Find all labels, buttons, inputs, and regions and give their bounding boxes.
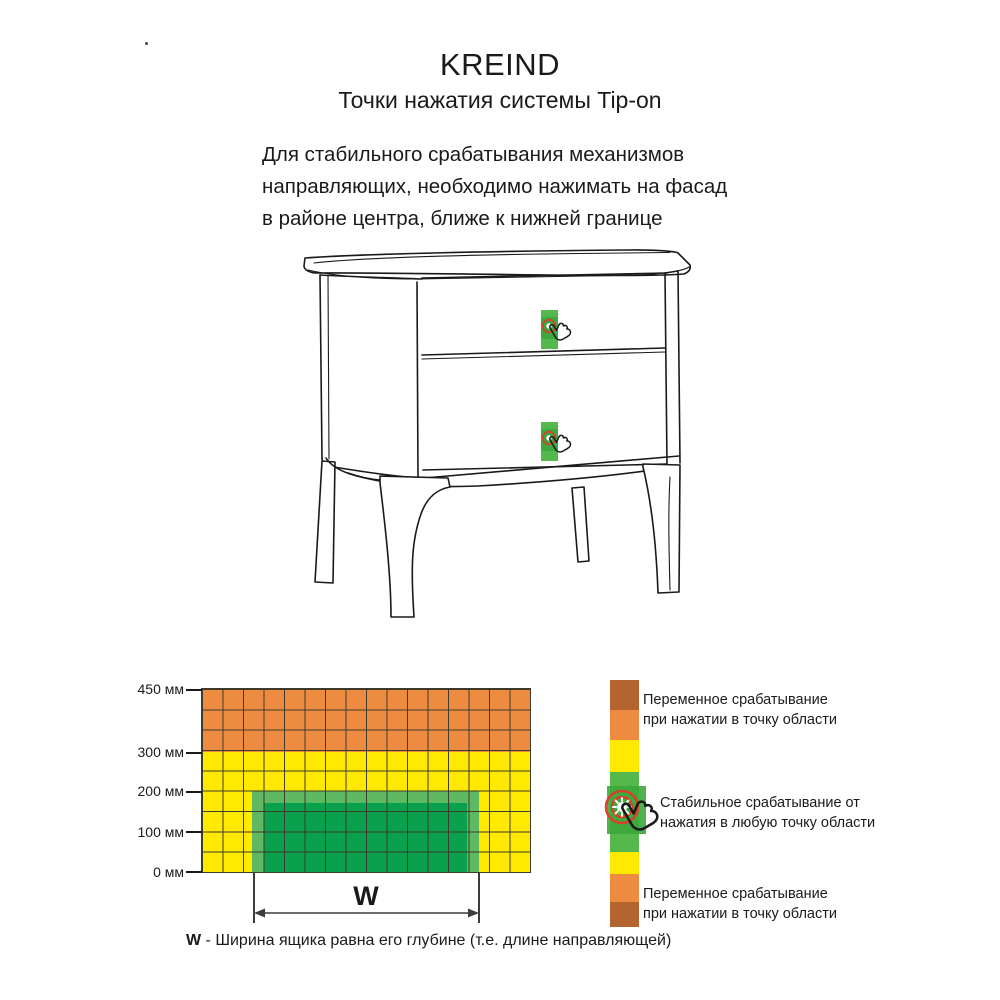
width-dimension-arrow bbox=[253, 906, 480, 920]
legend-entry-middle bbox=[660, 794, 875, 833]
tick-dash bbox=[186, 752, 202, 754]
press-zone-bottom-drawer bbox=[541, 422, 572, 461]
ytick-100: 100 мм bbox=[137, 824, 184, 840]
strip-segment-brown-top bbox=[610, 680, 639, 710]
footnote-text: - Ширина ящика равна его глубине (т.е. длине направляющей) bbox=[201, 932, 672, 949]
ytick-450: 450 мм bbox=[137, 681, 184, 697]
strip-segment-orange-bottom bbox=[610, 874, 639, 902]
press-zone-grid bbox=[202, 689, 530, 872]
press-zone-top-drawer bbox=[541, 310, 572, 349]
legend-entry-middle-line2: нажатия в любую точку области bbox=[660, 814, 876, 831]
footnote-w: W bbox=[186, 932, 202, 949]
brand-title: KREIND bbox=[439, 47, 561, 82]
footnote bbox=[186, 932, 671, 950]
tick-dash bbox=[186, 871, 202, 873]
strip-segment-yellow-top bbox=[610, 740, 639, 772]
tick-dash bbox=[186, 791, 202, 793]
nightstand-body bbox=[320, 271, 680, 478]
tick-dash bbox=[186, 831, 202, 833]
legend-entry-bottom bbox=[643, 885, 837, 924]
legend-entry-top-line1: Переменное срабатывание bbox=[643, 692, 828, 708]
description-text bbox=[262, 139, 727, 235]
description-line-3: в районе центра, ближе к нижней границе bbox=[262, 207, 663, 230]
legend-entry-bottom-line1: Переменное срабатывание bbox=[643, 886, 828, 902]
ytick-300: 300 мм bbox=[137, 744, 184, 760]
description-line-2: направляющих, необходимо нажимать на фасад bbox=[262, 175, 728, 198]
legend-entry-bottom-line2: при нажатии в точку области bbox=[643, 905, 837, 922]
stray-dot-artifact bbox=[145, 42, 148, 45]
strip-segment-orange-top bbox=[610, 710, 639, 740]
nightstand-back-legs bbox=[315, 461, 589, 583]
nightstand-illustration bbox=[298, 246, 702, 630]
legend-entry-top-line2: при нажатии в точку области bbox=[643, 711, 837, 728]
page-subtitle: Точки нажатия системы Tip-on bbox=[338, 87, 662, 113]
ytick-0: 0 мм bbox=[153, 864, 184, 880]
description-line-1: Для стабильного срабатывания механизмов bbox=[262, 143, 685, 166]
grid-lines bbox=[202, 689, 530, 872]
tick-dash bbox=[186, 689, 202, 691]
legend-entry-middle-line1: Стабильное срабатывание от bbox=[660, 795, 860, 811]
strip-segment-yellow-bottom bbox=[610, 852, 639, 874]
legend-entry-top bbox=[643, 691, 837, 730]
ytick-200: 200 мм bbox=[137, 783, 184, 799]
strip-segment-brown-bottom bbox=[610, 902, 639, 927]
width-dimension-label: W bbox=[353, 881, 379, 911]
nightstand-front-legs bbox=[380, 464, 680, 617]
nightstand-base-frame bbox=[326, 456, 679, 487]
nightstand-top bbox=[304, 250, 690, 279]
